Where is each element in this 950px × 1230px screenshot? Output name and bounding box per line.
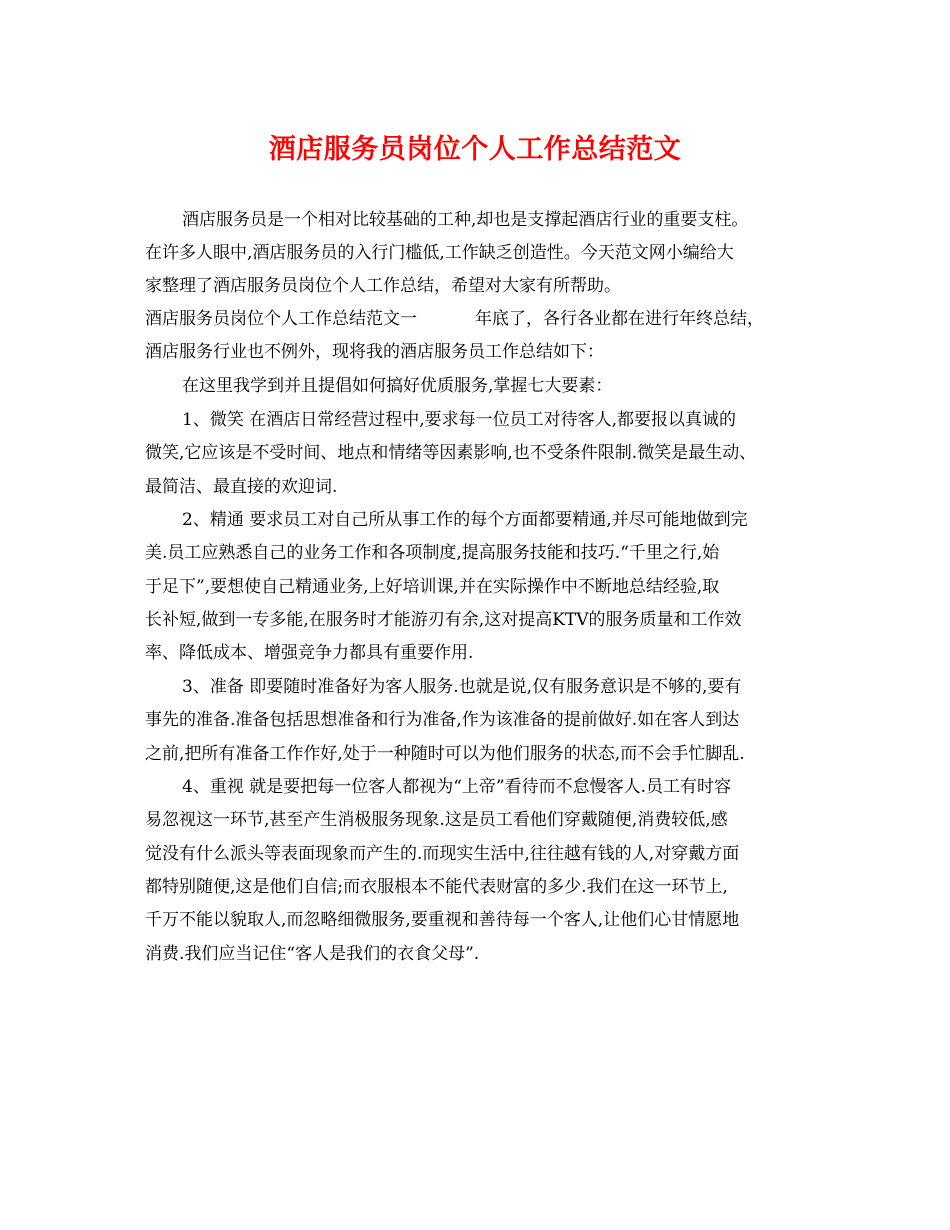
paragraph-line: 千万不能以貌取人,而忽略细微服务,要重视和善待每一个客人,让他们心甘情愿地 xyxy=(145,910,740,930)
paragraph-line: 在许多人眼中,酒店服务员的入行门槛低,工作缺乏创造性。今天范文网小编给大 xyxy=(145,243,734,263)
paragraph-line: 长补短,做到一专多能,在服务时才能游刃有余,这对提高KTV的服务质量和工作效 xyxy=(145,610,742,630)
paragraph-line: 觉没有什么派头等表面现象而产生的.而现实生活中,往往越有钱的人,对穿戴方面 xyxy=(145,844,740,864)
paragraph-line: 酒店服务行业也不例外，现将我的酒店服务员工作总结如下： xyxy=(145,342,604,362)
paragraph-line: 4、重视 就是要把每一位客人都视为“上帝”看待而不怠慢客人.员工有时容 xyxy=(182,777,732,797)
paragraph-line xyxy=(145,308,764,330)
paragraph-line: 美.员工应熟悉自己的业务工作和各项制度,提高服务技能和技巧.“千里之行,始 xyxy=(145,543,720,563)
paragraph-line: 酒店服务员是一个相对比较基础的工种,却也是支撑起酒店行业的重要支柱。 xyxy=(182,210,749,230)
paragraph-line: 之前,把所有准备工作作好,处于一种随时可以为他们服务的状态,而不会手忙脚乱. xyxy=(145,744,745,764)
document-title: 酒店服务员岗位个人工作总结范文 xyxy=(268,134,682,165)
paragraph-line: 在这里我学到并且提倡如何搞好优质服务,掌握七大要素： xyxy=(182,376,613,396)
paragraph-line: 消费.我们应当记住“客人是我们的衣食父母”. xyxy=(145,944,480,964)
paragraph-line: 2、精通 要求员工对自己所从事工作的每个方面都要精通,并尽可能地做到完 xyxy=(182,510,748,530)
paragraph-line: 微笑,它应该是不受时间、地点和情绪等因素影响,也不受条件限制.微笑是最生动、 xyxy=(145,443,757,463)
paragraph-line: 家整理了酒店服务员岗位个人工作总结，希望对大家有所帮助。 xyxy=(145,276,621,296)
paragraph-line: 3、准备 即要随时准备好为客人服务.也就是说,仅有服务意识是不够的,要有 xyxy=(182,677,742,697)
paragraph-line: 易忽视这一环节,甚至产生消极服务现象.这是员工看他们穿戴随便,消费较低,感 xyxy=(145,810,728,830)
paragraph-line: 都特别随便,这是他们自信;而衣服根本不能代表财富的多少.我们在这一环节上, xyxy=(145,877,728,897)
section-heading: 酒店服务员岗位个人工作总结范文一 xyxy=(145,309,417,329)
paragraph-line: 1、微笑 在酒店日常经营过程中,要求每一位员工对待客人,都要报以真诚的 xyxy=(182,410,737,430)
paragraph-line: 率、降低成本、增强竞争力都具有重要作用. xyxy=(145,643,474,663)
paragraph-line: 最简洁、最直接的欢迎词. xyxy=(145,477,338,497)
paragraph-line: 于足下”,要想使自己精通业务,上好培训课,并在实际操作中不断地总结经验,取 xyxy=(145,577,720,597)
paragraph-text: 年底了，各行各业都在进行年终总结， xyxy=(475,309,764,329)
paragraph-line: 事先的准备.准备包括思想准备和行为准备,作为该准备的提前做好.如在客人到达 xyxy=(145,710,740,730)
